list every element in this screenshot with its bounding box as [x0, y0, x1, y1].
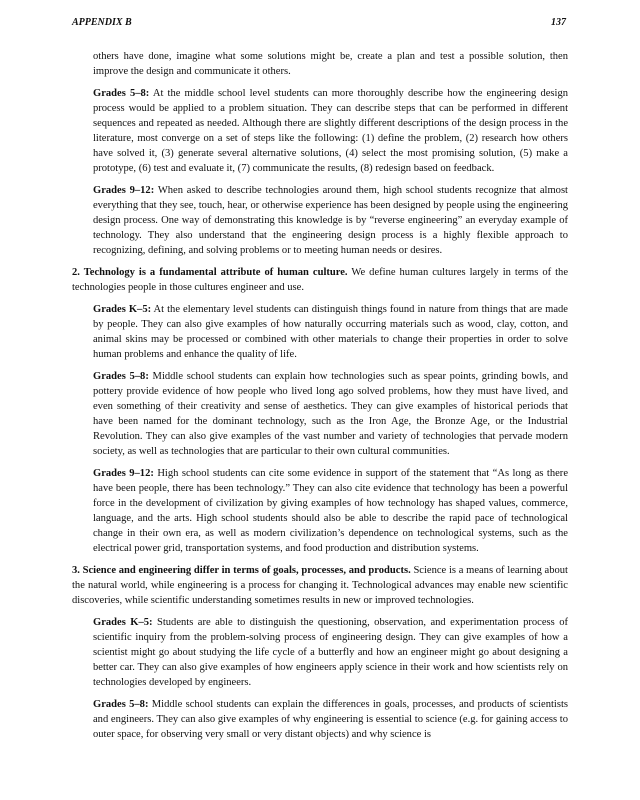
paragraph-grades-9-12: [72, 183, 568, 258]
paragraph-grades-9-12: [72, 466, 568, 556]
paragraph-continued: [72, 49, 568, 79]
section-title: 2. Technology is a fundamental attribute of human culture.: [72, 267, 348, 278]
paragraph-grades-5-8: [72, 86, 568, 176]
section-title: 3. Science and engineering differ in terms of goals, processes, and products.: [72, 565, 411, 576]
paragraph-grades-k-5: [72, 302, 568, 362]
paragraph-lead: Grades 5–8:: [93, 699, 149, 710]
page-body: [72, 49, 568, 749]
page-header: [72, 17, 566, 31]
paragraph-lead: Grades 5–8:: [93, 88, 150, 99]
paragraph-text: Students are able to distinguish the questioning, observation, and experimentation process of scientific inquiry from the problem-solving process of engineering design. They can give examples of how a scientist might go about studying the life cycle of a butterfly and how an engineer might go about designing a better car. They can also give examples of how engineers apply science in their work and how scientists rely on technologies developed by engineers.: [93, 617, 568, 688]
paragraph-text: Middle school students can explain the differences in goals, processes, and products of scientists and engineers. They can also give examples of why engineering is essential to science (e.g. for gaining access to outer space, for observing very small or very distant objects) and why science is: [93, 699, 568, 740]
paragraph-text: At the middle school level students can more thoroughly describe how the engineering design process would be applied to a problem situation. They can describe steps that can be performed in different sequences and repeated as needed. Although there are slightly different descriptions of the design process in the literature, most converge on a set of steps like the following: (1) define the problem, (2) research how others have solved it, (3) generate several alternative solutions, (4) select the most promising solution, (5) make a prototype, (6) test and evaluate it, (7) communicate the results, (8) redesign based on feedback.: [93, 88, 568, 174]
paragraph-lead: Grades K–5:: [93, 304, 152, 315]
paragraph-text: At the elementary level students can distinguish things found in nature from things that are made by people. They can also give examples of how naturally occurring materials such as wood, clay, cotton, and animal skins may be processed or combined with other materials to change their properties in order to solve human problems and enhance the quality of life.: [93, 304, 568, 360]
paragraph-lead: Grades 5–8:: [93, 371, 149, 382]
paragraph-text: Middle school students can explain how technologies such as spear points, grinding bowls, and pottery provide evidence of how people who lived long ago solved problems, how they must have lived, and even something of their creativity and sense of aesthetics. They can give examples of historical periods that have been named for the dominant technology, such as the Iron Age, the Bronze Age, or the Industrial Revolution. They can also give examples of the vast number and variety of technologies that pervade modern society, as well as technologies that are particular to their own cultural communities.: [93, 371, 569, 457]
paragraph-text: When asked to describe technologies around them, high school students recognize that almost everything that they see, touch, hear, or otherwise experience has been designed by people using the engineering design process. One way of demonstrating this knowledge is by “reverse engineering” an everyday example of technology. They also understand that the engineering design process is a highly flexible approach to recognizing, defining, and solving problems or to meeting human needs or desires.: [93, 185, 568, 256]
paragraph-lead: Grades 9–12:: [93, 468, 154, 479]
appendix-label: APPENDIX B: [72, 17, 132, 28]
paragraph-grades-k-5: [72, 615, 568, 690]
section-text: We define human cultures largely in terms of the technologies people in those cultures engineer and use.: [72, 267, 569, 293]
section-text: Science is a means of learning about the natural world, while engineering is a process for changing it. Technological advances may enable new scientific discoveries, while scientific understanding sometimes results in new or improved technologies.: [72, 565, 568, 606]
paragraph-text: High school students can cite some evidence in support of the statement that “As long as there have been people, there has been technology.” They can also cite evidence that technology has been a powerful force in the development of civilization by giving examples of how technology has shaped values, commerce, language, and the arts. High school students should also be able to describe the rapid pace of technological change in their own era, as well as modern civilization’s dependence on technological systems, such as the electrical power grid, transportation systems, and food production and distribution systems.: [93, 468, 568, 554]
paragraph-grades-5-8: [72, 369, 568, 459]
paragraph-lead: Grades 9–12:: [93, 185, 155, 196]
section-2-heading: [72, 265, 568, 295]
paragraph-text: others have done, imagine what some solutions might be, create a plan and test a possible solution, then improve the design and communicate it others.: [93, 51, 568, 77]
section-3-heading: [72, 563, 568, 608]
paragraph-grades-5-8: [72, 697, 568, 742]
paragraph-lead: Grades K–5:: [93, 617, 153, 628]
page-number: 137: [551, 17, 566, 28]
